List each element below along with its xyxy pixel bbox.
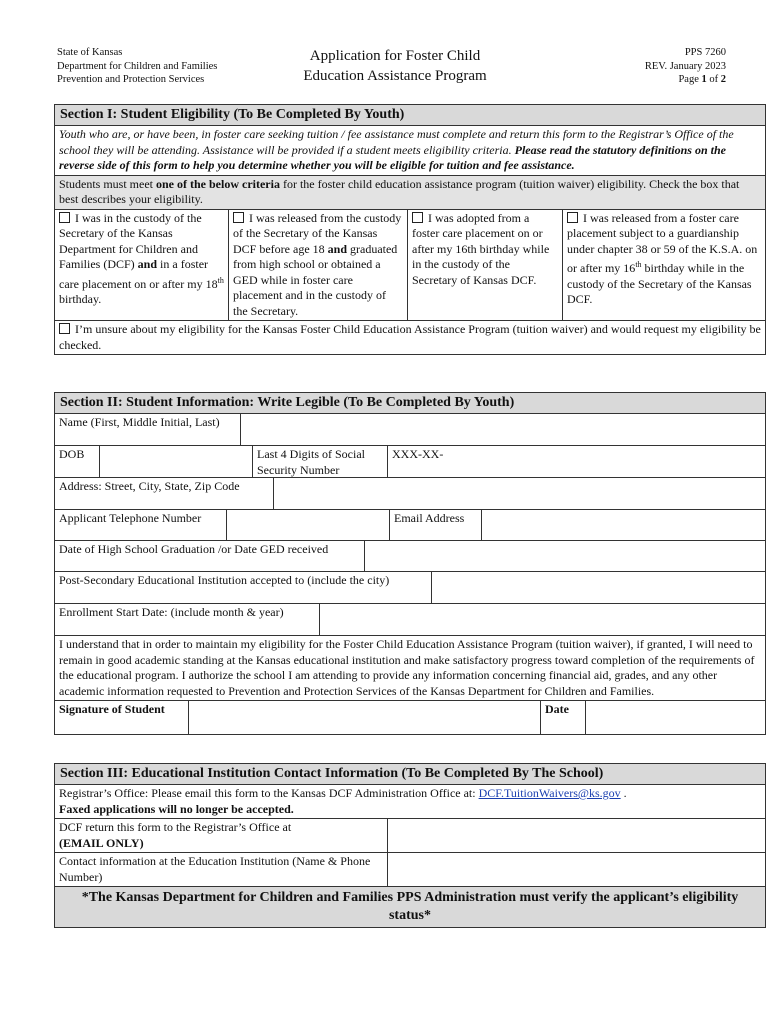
section1-intro-row [55,126,765,176]
unsure-text: I’m unsure about my eligibility for the Kansas Foster Child Education Assistance Program (tuition waiver) and would request my eligibility be checked. [59,322,761,352]
option-released-before-18: I was released from the custody of the Secretary of the Kansas DCF before age 18 and graduated from high school or obtained a GED while in foster care placement and in the custody of the Secretary. [228,210,407,321]
contact-row [55,853,765,887]
email-only-label: (EMAIL ONLY) [59,835,144,850]
address-field[interactable] [273,478,765,509]
date-field[interactable] [585,701,765,734]
address-row [55,478,765,510]
graduation-field[interactable] [364,541,765,571]
form-title-line-1: Application for Foster Child [309,48,481,64]
fax-notice: Faxed applications will no longer be accepted. [59,801,294,816]
contact-field[interactable] [387,853,765,886]
email-label: Email Address [389,510,481,540]
email-field[interactable] [481,510,765,540]
section-institution-contact [54,763,766,928]
institution-field[interactable] [431,572,765,603]
dcf-email-link[interactable]: DCF.TuitionWaivers@ks.gov [478,786,621,800]
option-adopted-checkbox[interactable] [412,212,423,223]
agency-line-3: Prevention and Protection Services [57,74,205,85]
section1-title: Section I: Student Eligibility (To Be Completed By Youth) [55,105,765,126]
option-released-before-18-checkbox[interactable] [233,212,244,223]
signature-label: Signature of Student [59,702,165,716]
agency-line-1: State of Kansas [57,47,123,58]
form-title-line-2: Education Assistance Program [303,68,487,84]
section1-instructions: Please read the statutory definitions on the reverse side of this form to help you determine whether you will be eligible for tuition and fee assistance. [59,142,726,172]
statement-row [55,636,765,701]
dcf-return-label: DCF return this form to the Registrar’s Office at [59,820,292,834]
option-guardianship-checkbox[interactable] [567,212,578,223]
signature-field[interactable] [188,701,540,734]
graduation-row [55,541,765,572]
section-student-information [54,392,766,735]
enrollment-row [55,604,765,636]
enrollment-label: Enrollment Start Date: (include month & year) [59,605,284,619]
dob-field[interactable] [99,446,252,477]
ssn-mask: XXX-XX- [392,447,444,461]
dcf-return-row [55,819,765,853]
institution-row [55,572,765,604]
unsure-row [55,321,765,354]
form-title [290,46,500,86]
form-revision: REV. January 2023 [644,60,726,72]
ssn-field[interactable] [387,446,765,477]
name-row [55,414,765,446]
dob-label: DOB [59,447,85,461]
agency-line-2: Department for Children and Families [57,60,218,72]
section-student-eligibility [54,104,766,355]
criteria-text: Students must meet one of the below criteria for the foster child education assistance program (tuition waiver) eligibility. Check the box that best describes your eligibility. [59,176,740,206]
enrollment-field[interactable] [319,604,765,635]
criteria-row [55,176,765,210]
graduation-label: Date of High School Graduation /or Date GED received [59,542,329,556]
date-label: Date [540,701,585,734]
address-label: Address: Street, City, State, Zip Code [59,479,240,493]
section2-title: Section II: Student Information: Write Legible (To Be Completed By Youth) [55,393,765,414]
option-18th-birthday-checkbox[interactable] [59,212,70,223]
dob-ssn-row [55,446,765,478]
verification-notice [55,887,765,927]
agency-block [57,46,217,87]
unsure-checkbox[interactable] [59,323,70,334]
phone-field[interactable] [226,510,389,540]
name-field[interactable] [240,414,765,445]
phone-label: Applicant Telephone Number [59,511,202,525]
section3-title: Section III: Educational Institution Contact Information (To Be Completed By The School) [55,764,765,785]
dcf-return-field[interactable] [387,819,765,852]
contact-label: Contact information at the Education Institution (Name & Phone Number) [59,854,371,884]
name-label: Name (First, Middle Initial, Last) [59,415,220,429]
institution-label: Post-Secondary Educational Institution accepted to (include the city) [59,573,390,587]
page-indicator: Page 1 of 2 [678,74,726,85]
option-adopted: I was adopted from a foster care placement on or after my 16th birthday while in the custody of the Secretary of Kansas DCF. [407,210,562,321]
option-18th-birthday: I was in the custody of the Secretary of the Kansas Department for Children and Families (DCF) and in a foster care placement on or after my 18th birthday. [59,210,224,306]
eligibility-options-row [55,210,765,322]
registrar-instructions: Registrar’s Office: Please email this form to the Kansas DCF Administration Office at: [59,786,479,800]
form-meta [645,46,726,87]
consent-statement: I understand that in order to maintain my eligibility for the Foster Child Education Assistance Program (tuition waiver), if granted, I will need to remain in good academic standing at the Kansas educational institution and make satisfactory progress toward completion of the requirements of the educational program. I authorize the school I am attending to provide any information concerning financial aid, grades, and any other academic information requested to Prevention and Protection Services of the Kansas Department for Children and Families. [59,637,755,698]
option-guardianship: I was released from a foster care placement subject to a guardianship under chapter 38 or 59 of the K.S.A. on or after my 16th birthday while in the custody of the Secretary of the Kansas DCF. [562,210,765,321]
phone-email-row [55,510,765,541]
form-number: PPS 7260 [684,47,726,58]
section1-intro: Youth who are, or have been, in foster care seeking tuition / fee assistance must complete and return this form to the Registrar’s Office of the school they will be attending. Assistance will be provided if a student meets eligibility criteria. [59,127,734,157]
verification-notice-text: *The Kansas Department for Children and Families PPS Administration must verify the applicant’s eligibility status* [81,890,739,923]
ssn-label: Last 4 Digits of Social Security Number [252,446,387,477]
registrar-row: Registrar’s Office: Please email this form to the Kansas DCF Administration Office at: DCF.TuitionWaivers@ks.gov . Faxed applications will no longer be accepted. [55,785,765,819]
signature-row [55,701,765,734]
